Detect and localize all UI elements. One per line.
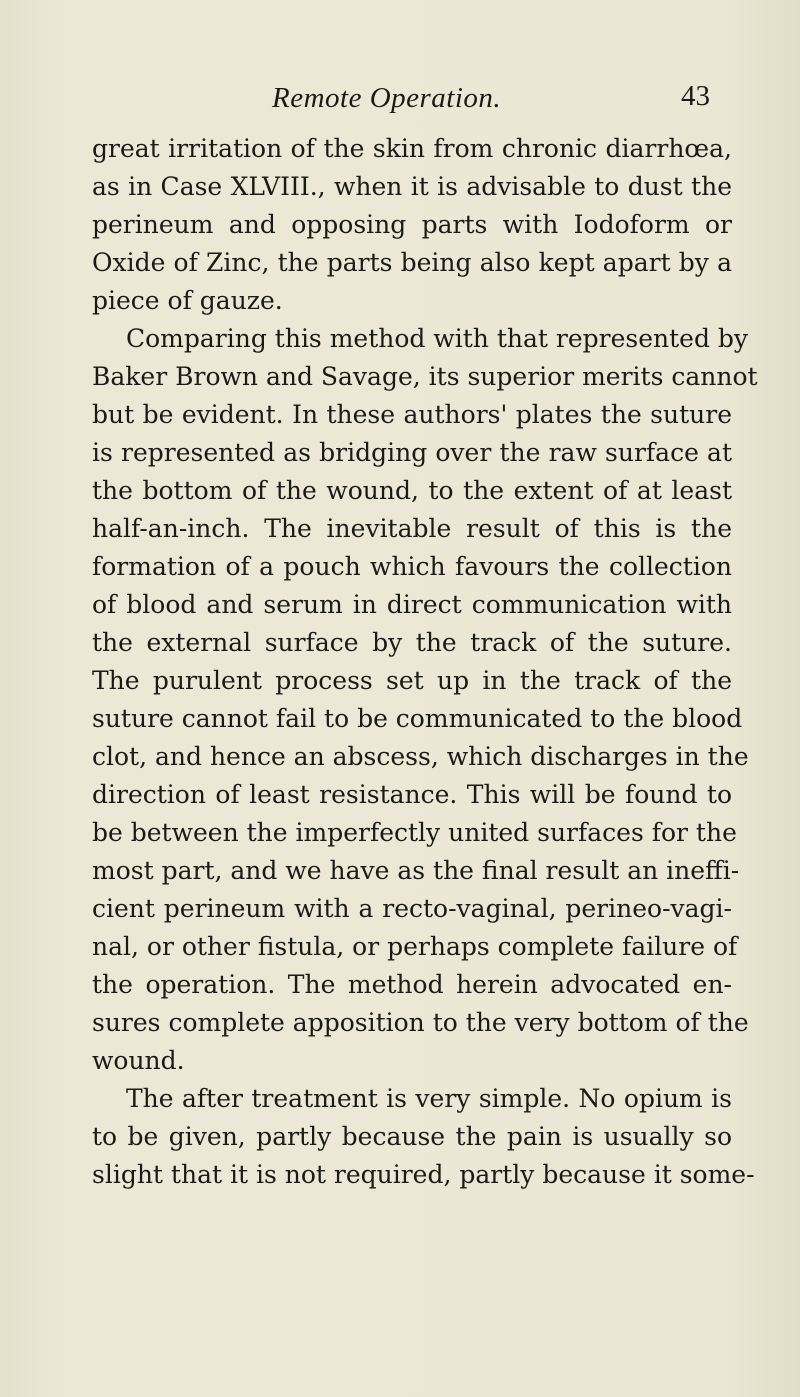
text-line: great irritation of the skin from chronic diarrhœa, bbox=[92, 134, 732, 163]
text-line: wound. bbox=[92, 1046, 185, 1075]
page-number: 43 bbox=[681, 80, 710, 112]
text-line: most part, and we have as the final result an ineffi- bbox=[92, 856, 740, 885]
text-line: slight that it is not required, partly because it some- bbox=[92, 1160, 755, 1189]
text-line: the operation. The method herein advocated en- bbox=[92, 970, 732, 999]
text-line: formation of a pouch which favours the collection bbox=[92, 552, 732, 581]
running-head-title: Remote Operation. bbox=[272, 82, 502, 114]
text-line: perineum and opposing parts with Iodoform or bbox=[92, 210, 732, 239]
text-line: suture cannot fail to be communicated to the blood bbox=[92, 704, 743, 733]
text-line: clot, and hence an abscess, which discharges in the bbox=[92, 742, 749, 771]
text-line: direction of least resistance. This will be found to bbox=[92, 780, 732, 809]
text-line: piece of gauze. bbox=[92, 286, 283, 315]
text-line: Oxide of Zinc, the parts being also kept apart by a bbox=[92, 248, 732, 277]
text-line: cient perineum with a recto-vaginal, perineo-vagi- bbox=[92, 894, 732, 923]
text-line: nal, or other fistula, or perhaps complete failure of bbox=[92, 932, 738, 961]
text-line: half-an-inch. The inevitable result of this is the bbox=[92, 514, 732, 543]
text-line: to be given, partly because the pain is usually so bbox=[92, 1122, 732, 1151]
text-line: The purulent process set up in the track of the bbox=[92, 666, 732, 695]
text-line: The after treatment is very simple. No opium is bbox=[126, 1084, 732, 1113]
text-line: as in Case XLVIII., when it is advisable to dust the bbox=[92, 172, 732, 201]
text-line: be between the imperfectly united surfaces for the bbox=[92, 818, 737, 847]
text-line: of blood and serum in direct communication with bbox=[92, 590, 732, 619]
text-line: is represented as bridging over the raw surface at bbox=[92, 438, 732, 467]
text-line: the external surface by the track of the suture. bbox=[92, 628, 732, 657]
text-line: sures complete apposition to the very bottom of the bbox=[92, 1008, 749, 1037]
text-line: but be evident. In these authors' plates the suture bbox=[92, 400, 732, 429]
body-text bbox=[92, 130, 758, 1194]
text-line: Baker Brown and Savage, its superior merits cannot bbox=[92, 362, 758, 391]
text-line: Comparing this method with that represented by bbox=[126, 324, 749, 353]
text-line: the bottom of the wound, to the extent of at least bbox=[92, 476, 732, 505]
